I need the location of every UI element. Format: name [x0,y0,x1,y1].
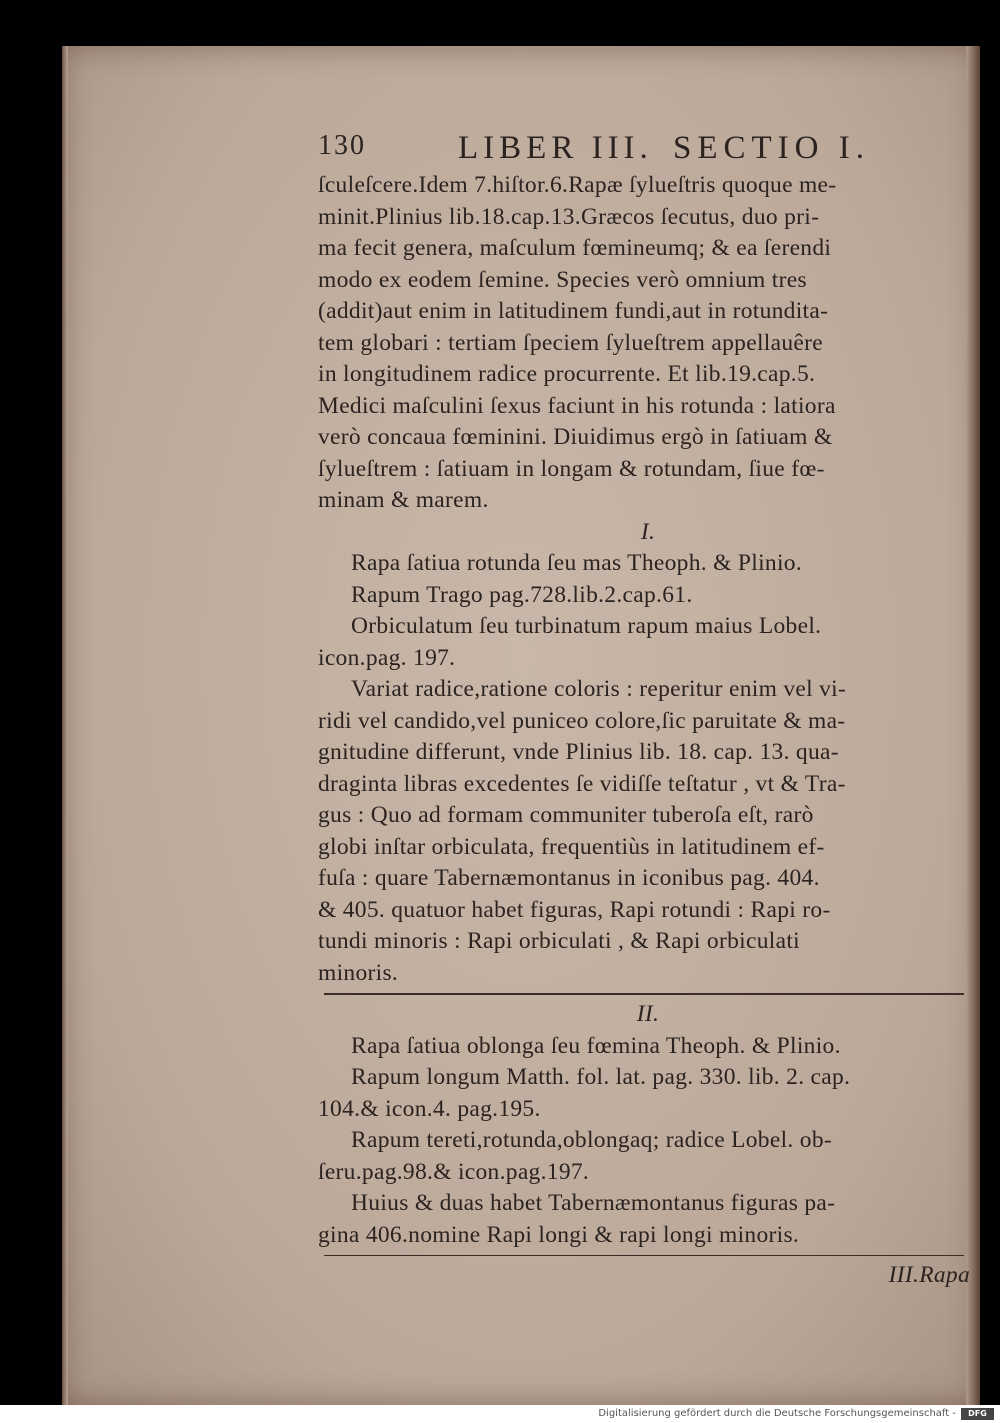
text-line: minam & marem. [318,487,489,513]
text-line: in longitudinem radice procurrente. Et lib.19.cap.5. [318,361,816,387]
section-1 [318,548,978,989]
page-number: 130 [318,130,366,161]
text-line: globi inſtar orbiculata, frequentiùs in latitudinem ef- [318,833,825,860]
header-sectio: SECTIO I. [673,130,870,166]
section-numeral-1: I. [640,518,656,545]
text-line: modo ex eodem ſemine. Species verò omnium tres [318,266,807,293]
text-line: ſeru.pag.98.& icon.pag.197. [318,1158,590,1185]
header-liber: LIBER III. [458,130,653,166]
footer-bar [0,1405,1000,1423]
page-text [318,130,978,1292]
section-divider [324,993,964,995]
text-line: gina 406.nomine Rapi longi & rapi longi minoris. [318,1221,800,1248]
text-line: ridi vel candido,vel puniceo colore,ſic paruitate & ma- [318,707,846,734]
text-line: ma fecit genera, maſculum fœmineumq; & ea ſerendi [318,235,832,261]
page-left-edge [62,46,68,1405]
text-line: Rapum longum Matth. fol. lat. pag. 330. lib. 2. cap. [351,1064,851,1090]
text-line: tundi minoris : Rapi orbiculati , & Rapi orbiculati [318,928,800,954]
text-line: Huius & duas habet Tabernæmontanus figuras pa- [351,1190,836,1216]
text-line: Variat radice,ratione coloris : reperitur enim vel vi- [351,676,847,702]
dfg-logo: DFG [961,1408,994,1420]
text-line: ſculeſcere.Idem 7.hiſtor.6.Rapæ ſylueſtris quoque me- [318,172,837,198]
text-line: (addit)aut enim in latitudinem fundi,aut in rotundita- [318,298,829,324]
text-line: gus : Quo ad formam communiter tuberoſa eſt, rarò [318,802,814,828]
text-line: tem globari : tertiam ſpeciem ſylueſtrem appellauêre [318,329,823,356]
catchword: III.Rapa [888,1262,970,1288]
section-numeral-2: II. [636,1001,660,1027]
text-line: Orbiculatum ſeu turbinatum rapum maius Lobel. [351,613,822,639]
text-line: fuſa : quare Tabernæmontanus in iconibus pag. 404. [318,865,820,891]
text-line: verò concaua fœminini. Diuidimus ergò in ſatiuam & [318,424,833,450]
text-line: Medici maſculini ſexus faciunt in his rotunda : latiora [318,392,836,419]
section-2 [318,1031,978,1252]
text-line: 104.& icon.4. pag.195. [318,1095,541,1122]
text-line: minoris. [318,959,399,986]
text-line: icon.pag. 197. [318,644,456,671]
text-line: ſylueſtrem : ſatiuam in longam & rotundam, ſiue fœ- [318,455,825,482]
text-line: draginta libras excedentes ſe vidiſſe teſtatur , vt & Tra- [318,770,846,797]
running-header [318,130,978,170]
intro-paragraph [318,170,978,517]
footer-credit: Digitalisierung gefördert durch die Deutsche Forschungsgemeinschaft - [598,1408,956,1419]
text-line: & 405. quatuor habet figuras, Rapi rotundi : Rapi ro- [318,896,831,923]
text-line: Rapum Trago pag.728.lib.2.cap.61. [351,581,693,608]
text-line: gnitudine differunt, vnde Plinius lib. 18. cap. 13. qua- [318,739,839,765]
section-divider-2 [324,1255,964,1256]
text-line: minit.Plinius lib.18.cap.13.Græcos ſecutus, duo pri- [318,203,820,230]
text-line: Rapa ſatiua oblonga ſeu fœmina Theoph. & Plinio. [351,1032,841,1059]
text-line: Rapum tereti,rotunda,oblongaq; radice Lobel. ob- [351,1127,832,1153]
text-line: Rapa ſatiua rotunda ſeu mas Theoph. & Plinio. [351,550,803,576]
